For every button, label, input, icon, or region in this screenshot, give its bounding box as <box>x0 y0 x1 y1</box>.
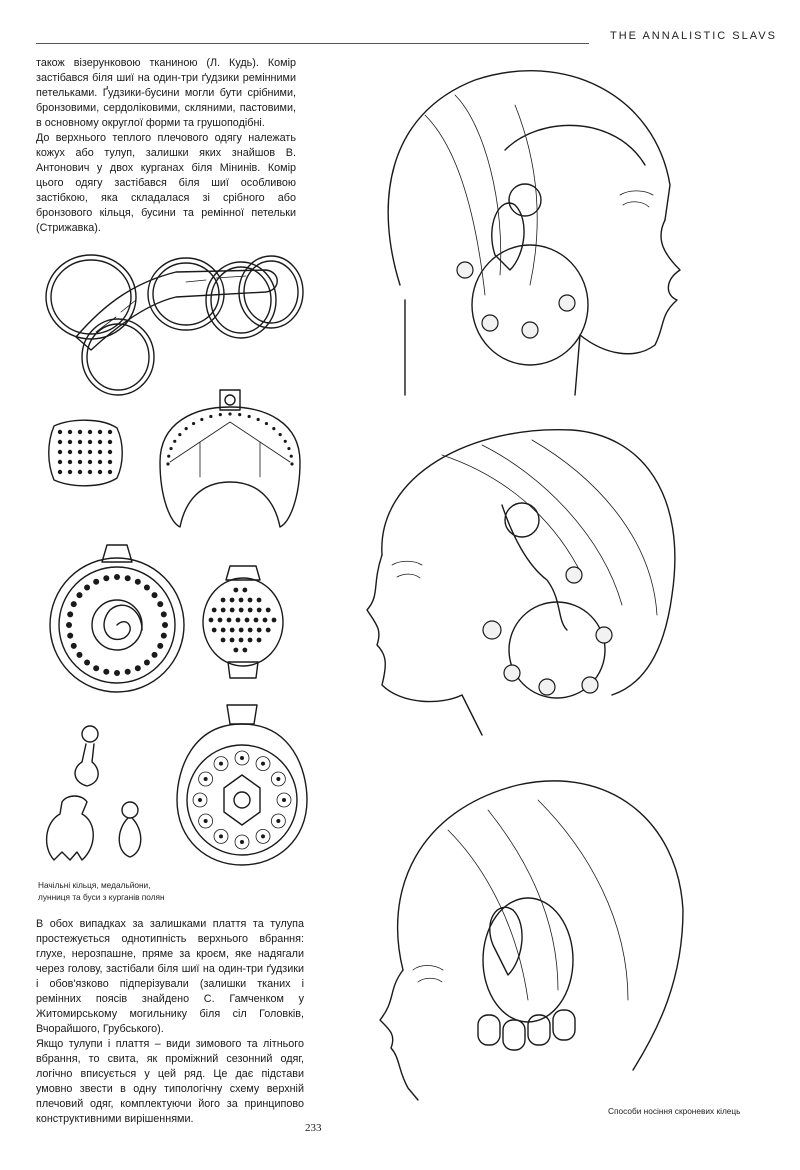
ornament-dot <box>58 440 62 444</box>
ornament-dot <box>78 450 82 454</box>
ornament-dot <box>167 455 170 458</box>
ornament-dot <box>78 470 82 474</box>
ornament-dot <box>282 798 286 802</box>
ornament-dot <box>276 777 280 781</box>
ornament-dot <box>242 648 247 653</box>
ornament-dot <box>290 462 293 465</box>
paragraph: Якщо тулупи і плаття – види зимового та літнього вбрання, то свита, як проміжний сезонний одяг, логічно вписується у цей ряд. Це дає підстави умовно звести в одну типологічну схему верхній плечовий одяг, комплектуючи його за принципово конструктивними вирішеннями. <box>36 1038 304 1125</box>
ornament-dot <box>152 652 158 658</box>
ornament-dot <box>230 608 235 613</box>
ornament-dot <box>58 460 62 464</box>
granulated-bead-icon <box>198 560 288 685</box>
ornament-dot <box>161 633 167 639</box>
ornament-dot <box>263 618 268 623</box>
ornament-dot <box>261 834 265 838</box>
ornament-dot <box>169 447 172 450</box>
ornament-dot <box>240 840 244 844</box>
ornament-dot <box>78 460 82 464</box>
ornament-dot <box>66 622 72 628</box>
ornament-dot <box>240 756 244 760</box>
ornament-dot <box>67 611 73 617</box>
ornament-dot <box>212 608 217 613</box>
ornament-dot <box>248 628 253 633</box>
medallion-icon <box>172 700 312 870</box>
bead-icon <box>42 418 127 488</box>
ornament-dot <box>230 598 235 603</box>
ornament-dot <box>76 652 82 658</box>
ornament-dot <box>204 819 208 823</box>
ornament-dot <box>78 430 82 434</box>
ornament-dot <box>287 447 290 450</box>
paragraph: В обох випадках за залишками плаття та тулупа простежується однотипність верхнього вбрання: глухе, нерозпашне, пряме за кроєм, яке надягали через голову, застібали біля шиї на один-три ґудзики і обов'язково підперізували (залишки тканих і ремінних поясів знайдено С. Гамченком у Житомирському могильнику біля сіл Головків, Вчорайшого, Грубського). <box>36 918 304 1035</box>
ornament-dot <box>98 460 102 464</box>
ornament-dot <box>173 440 176 443</box>
ornament-dot <box>212 628 217 633</box>
ornament-dot <box>108 460 112 464</box>
ornament-dot <box>219 834 223 838</box>
ornament-dot <box>230 628 235 633</box>
ornament-dot <box>98 440 102 444</box>
figurine-pendant-icon <box>42 722 162 877</box>
ornament-dot <box>98 470 102 474</box>
ornament-dot <box>261 762 265 766</box>
ornament-dot <box>221 628 226 633</box>
ornament-dot <box>192 422 195 425</box>
ornament-dot <box>227 618 232 623</box>
ornament-dot <box>254 618 259 623</box>
ornament-dot <box>68 440 72 444</box>
ornament-dot <box>114 574 120 580</box>
ornament-dot <box>108 450 112 454</box>
ornament-dot <box>88 460 92 464</box>
ornament-dot <box>200 418 203 421</box>
ornament-dot <box>248 415 251 418</box>
ornament-dot <box>144 660 150 666</box>
ornament-dot <box>272 427 275 430</box>
ornament-dot <box>103 669 109 675</box>
ornament-dot <box>185 427 188 430</box>
ornament-dot <box>68 450 72 454</box>
ornament-dot <box>228 412 231 415</box>
head-profile-icon <box>365 55 705 405</box>
ornament-dot <box>230 638 235 643</box>
figure-caption-right: Способи носіння скроневих кілець <box>608 1106 741 1116</box>
ornament-dot <box>67 633 73 639</box>
ornament-dot <box>248 598 253 603</box>
ornament-dot <box>68 430 72 434</box>
ornament-dot <box>71 643 77 649</box>
ornament-dot <box>219 413 222 416</box>
head-profile-icon <box>358 770 698 1100</box>
ornament-dot <box>257 598 262 603</box>
ornament-dot <box>76 592 82 598</box>
ornament-dot <box>204 777 208 781</box>
ornament-dot <box>93 665 99 671</box>
ornament-dot <box>68 460 72 464</box>
head-profile-icon <box>352 415 692 740</box>
ornament-dot <box>265 422 268 425</box>
ornament-dot <box>108 470 112 474</box>
ornament-dot <box>125 669 131 675</box>
ornament-dot <box>88 440 92 444</box>
header-rule <box>36 43 589 44</box>
running-title: THE ANNALISTIC SLAVS <box>610 30 777 42</box>
ornament-dot <box>108 430 112 434</box>
ornament-dot <box>219 762 223 766</box>
ornament-dot <box>84 660 90 666</box>
ornament-dot <box>103 575 109 581</box>
lunula-pendant-icon <box>140 382 320 532</box>
ornament-dot <box>178 433 181 436</box>
page-number: 233 <box>305 1122 322 1134</box>
ornament-dot <box>257 608 262 613</box>
ornament-dot <box>84 584 90 590</box>
ornament-dot <box>98 430 102 434</box>
ornament-dot <box>276 819 280 823</box>
ornament-dot <box>88 450 92 454</box>
ornament-dot <box>248 638 253 643</box>
ornament-dot <box>239 628 244 633</box>
ornament-dot <box>266 608 271 613</box>
ornament-dot <box>152 592 158 598</box>
ornament-dot <box>233 588 238 593</box>
ornament-dot <box>114 670 120 676</box>
ring-cluster-icon <box>36 242 316 402</box>
ornament-dot <box>88 430 92 434</box>
caption-line: лунниця та буси з курганів полян <box>38 892 165 902</box>
caption-line: Начільні кільця, медальйони, <box>38 880 151 890</box>
ornament-dot <box>209 415 212 418</box>
ornament-dot <box>290 455 293 458</box>
ornament-dot <box>135 665 141 671</box>
ornament-dot <box>239 638 244 643</box>
ornament-dot <box>58 430 62 434</box>
ornament-dot <box>58 470 62 474</box>
ornament-dot <box>198 798 202 802</box>
paragraph: також візерунковою тканиною (Л. Кудь). Комір застібався біля шиї на один-три ґудзики ремінними петельками. Ґудзики-бусини могли бути срібними, бронзовими, сердоліковими, скляними, пастовими, в основному округлої форми та грушоподібні. <box>36 57 296 129</box>
figure-caption-left <box>38 879 208 903</box>
ornament-dot <box>157 601 163 607</box>
ornament-dot <box>98 450 102 454</box>
medallion-icon <box>42 540 192 695</box>
ornament-dot <box>161 611 167 617</box>
ornament-dot <box>239 598 244 603</box>
ornament-dot <box>78 440 82 444</box>
ornament-dot <box>221 598 226 603</box>
ornament-dot <box>242 588 247 593</box>
ornament-dot <box>88 470 92 474</box>
ornament-dot <box>236 618 241 623</box>
ornament-dot <box>266 628 271 633</box>
paragraph: До верхнього теплого плечового одягу належать кожух або тулуп, залишки яких знайшов В. Антонович у двох курганах біля Мінинів. Комір цього одягу застібався біля шиї особливою застібкою, яка складалася зі срібного або бронзового кільця, бусини та ремінної петельки (Стрижавка). <box>36 132 296 234</box>
ornament-dot <box>58 450 62 454</box>
ornament-dot <box>257 628 262 633</box>
ornament-dot <box>166 462 169 465</box>
body-text-bottom <box>36 917 304 1127</box>
ornament-dot <box>279 433 282 436</box>
ornament-dot <box>239 608 244 613</box>
ornament-dot <box>245 618 250 623</box>
ornament-dot <box>221 638 226 643</box>
ornament-dot <box>272 618 277 623</box>
ornament-dot <box>125 575 131 581</box>
ornament-dot <box>218 618 223 623</box>
ornament-dot <box>157 643 163 649</box>
ornament-dot <box>108 440 112 444</box>
ornament-dot <box>144 584 150 590</box>
ornament-dot <box>233 648 238 653</box>
ornament-dot <box>135 579 141 585</box>
ornament-dot <box>162 622 168 628</box>
ornament-dot <box>257 638 262 643</box>
body-text-top <box>36 56 296 236</box>
ornament-dot <box>221 608 226 613</box>
ornament-dot <box>248 608 253 613</box>
ornament-dot <box>93 579 99 585</box>
ornament-dot <box>209 618 214 623</box>
ornament-dot <box>284 440 287 443</box>
ornament-dot <box>71 601 77 607</box>
ornament-dot <box>238 413 241 416</box>
ornament-dot <box>257 418 260 421</box>
ornament-dot <box>68 470 72 474</box>
